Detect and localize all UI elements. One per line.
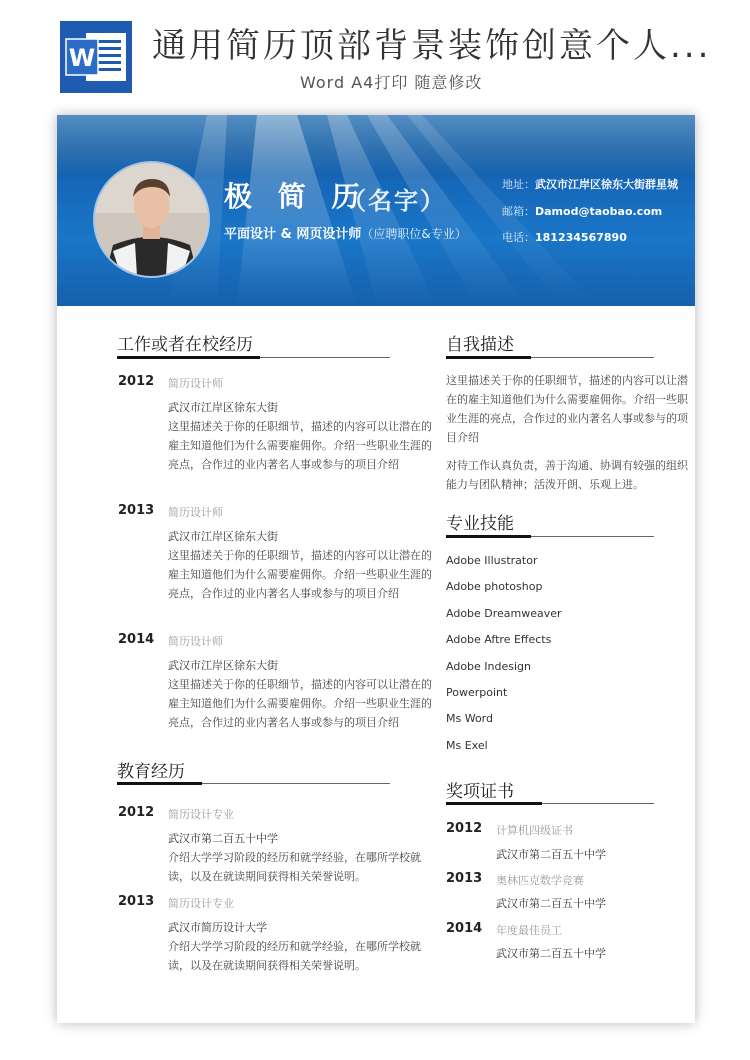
about-line: 在的雇主知道他们为什么需要雇佣你。介绍一些职	[446, 393, 688, 406]
item-title: 简历设计师	[168, 506, 223, 519]
desc-line: 介绍大学学习阶段的经历和就学经验，在哪所学校就	[168, 851, 421, 864]
skill-item: Adobe Dreamweaver	[446, 607, 562, 620]
item-place: 武汉市第二百五十中学	[496, 848, 606, 861]
section-title-about: 自我描述	[446, 335, 514, 355]
item-year: 2014	[118, 632, 155, 647]
svg-text:W: W	[68, 44, 96, 72]
about-line: 这里描述关于你的任职细节，描述的内容可以让潜	[446, 374, 688, 387]
profile-photo	[95, 163, 208, 276]
desc-line: 这里描述关于你的任职细节，描述的内容可以让潜在的	[168, 678, 432, 691]
candidate-name: 极 简 历	[224, 180, 368, 213]
about-line: 能力与团队精神；活泼开朗、乐观上进。	[446, 478, 644, 491]
contact-value: 武汉市江岸区徐东大街群星城	[535, 178, 678, 191]
item-place: 武汉市简历设计大学	[168, 921, 267, 934]
item-description	[168, 417, 432, 474]
resume-page	[57, 115, 695, 1023]
desc-line: 这里描述关于你的任职细节，描述的内容可以让潜在的	[168, 549, 432, 562]
item-title: 计算机四级证书	[496, 824, 573, 837]
section-divider	[117, 357, 390, 358]
contact-value: Damod@taobao.com	[535, 205, 663, 218]
document-title: 通用简历顶部背景装饰创意个人...	[152, 26, 712, 66]
item-place: 武汉市江岸区徐东大街	[168, 401, 278, 414]
item-description	[168, 546, 432, 603]
word-icon	[60, 21, 132, 93]
desc-line: 雇主知道他们为什么需要雇佣你。介绍一些职业生涯的	[168, 439, 432, 452]
desc-line: 亮点，合作过的业内著名人事或参与的项目介绍	[168, 587, 399, 600]
section-title-work: 工作或者在校经历	[117, 335, 253, 355]
item-title: 年度最佳员工	[496, 924, 562, 937]
item-place: 武汉市第二百五十中学	[496, 947, 606, 960]
desc-line: 这里描述关于你的任职细节，描述的内容可以让潜在的	[168, 420, 432, 433]
candidate-name-suffix: （名字）	[342, 187, 446, 215]
item-year: 2012	[446, 821, 483, 836]
item-place: 武汉市江岸区徐东大街	[168, 530, 278, 543]
contact-label: 地址：	[502, 178, 535, 191]
about-line: 目介绍	[446, 431, 479, 444]
item-title: 简历设计师	[168, 377, 223, 390]
item-title: 简历设计专业	[168, 897, 234, 910]
section-title-skills: 专业技能	[446, 514, 514, 534]
item-title: 简历设计师	[168, 635, 223, 648]
item-description	[168, 848, 421, 886]
desc-line: 雇主知道他们为什么需要雇佣你。介绍一些职业生涯的	[168, 697, 432, 710]
resume-header	[57, 115, 695, 306]
skill-item: Powerpoint	[446, 686, 508, 699]
contact-address	[502, 176, 678, 192]
skill-item: Adobe photoshop	[446, 580, 543, 593]
contact-email	[502, 203, 662, 219]
contact-label: 电话：	[502, 231, 535, 244]
desc-line: 介绍大学学习阶段的经历和就学经验，在哪所学校就	[168, 940, 421, 953]
skill-item: Adobe Aftre Effects	[446, 633, 552, 646]
skill-item: Ms Exel	[446, 739, 488, 752]
document-subtitle: Word A4打印 随意修改	[300, 73, 483, 92]
item-place: 武汉市第二百五十中学	[168, 832, 278, 845]
item-place: 武汉市江岸区徐东大街	[168, 659, 278, 672]
contact-value: 181234567890	[535, 231, 627, 244]
item-title: 奥林匹克数学竞赛	[496, 874, 584, 887]
item-year: 2012	[118, 805, 155, 820]
item-place: 武汉市第二百五十中学	[496, 897, 606, 910]
section-title-education: 教育经历	[117, 762, 185, 782]
contact-phone	[502, 229, 627, 245]
item-description	[168, 937, 421, 975]
desc-line: 雇主知道他们为什么需要雇佣你。介绍一些职业生涯的	[168, 568, 432, 581]
item-year: 2013	[118, 894, 155, 909]
section-divider	[446, 357, 654, 358]
desc-line: 亮点，合作过的业内著名人事或参与的项目介绍	[168, 458, 399, 471]
skill-item: Adobe Illustrator	[446, 554, 538, 567]
section-divider	[446, 803, 654, 804]
candidate-role	[224, 223, 467, 242]
section-title-awards: 奖项证书	[446, 782, 514, 802]
section-divider	[117, 783, 390, 784]
about-paragraph	[446, 456, 688, 494]
item-year: 2013	[446, 871, 483, 886]
skill-item: Ms Word	[446, 712, 493, 725]
role-note: （应聘职位&专业）	[361, 227, 467, 241]
item-title: 简历设计专业	[168, 808, 234, 821]
item-year: 2014	[446, 921, 483, 936]
item-description	[168, 675, 432, 732]
desc-line: 亮点，合作过的业内著名人事或参与的项目介绍	[168, 716, 399, 729]
skill-item: Adobe Indesign	[446, 660, 531, 673]
item-year: 2012	[118, 374, 155, 389]
item-year: 2013	[118, 503, 155, 518]
desc-line: 读，以及在就读期间获得相关荣誉说明。	[168, 870, 366, 883]
about-line: 业生涯的亮点，合作过的业内著名人事或参与的项	[446, 412, 688, 425]
contact-label: 邮箱：	[502, 205, 535, 218]
about-paragraph	[446, 371, 688, 447]
section-divider	[446, 536, 654, 537]
role-title: 平面设计 & 网页设计师	[224, 227, 362, 242]
desc-line: 读，以及在就读期间获得相关荣誉说明。	[168, 959, 366, 972]
about-line: 对待工作认真负责，善于沟通、协调有较强的组织	[446, 459, 688, 472]
